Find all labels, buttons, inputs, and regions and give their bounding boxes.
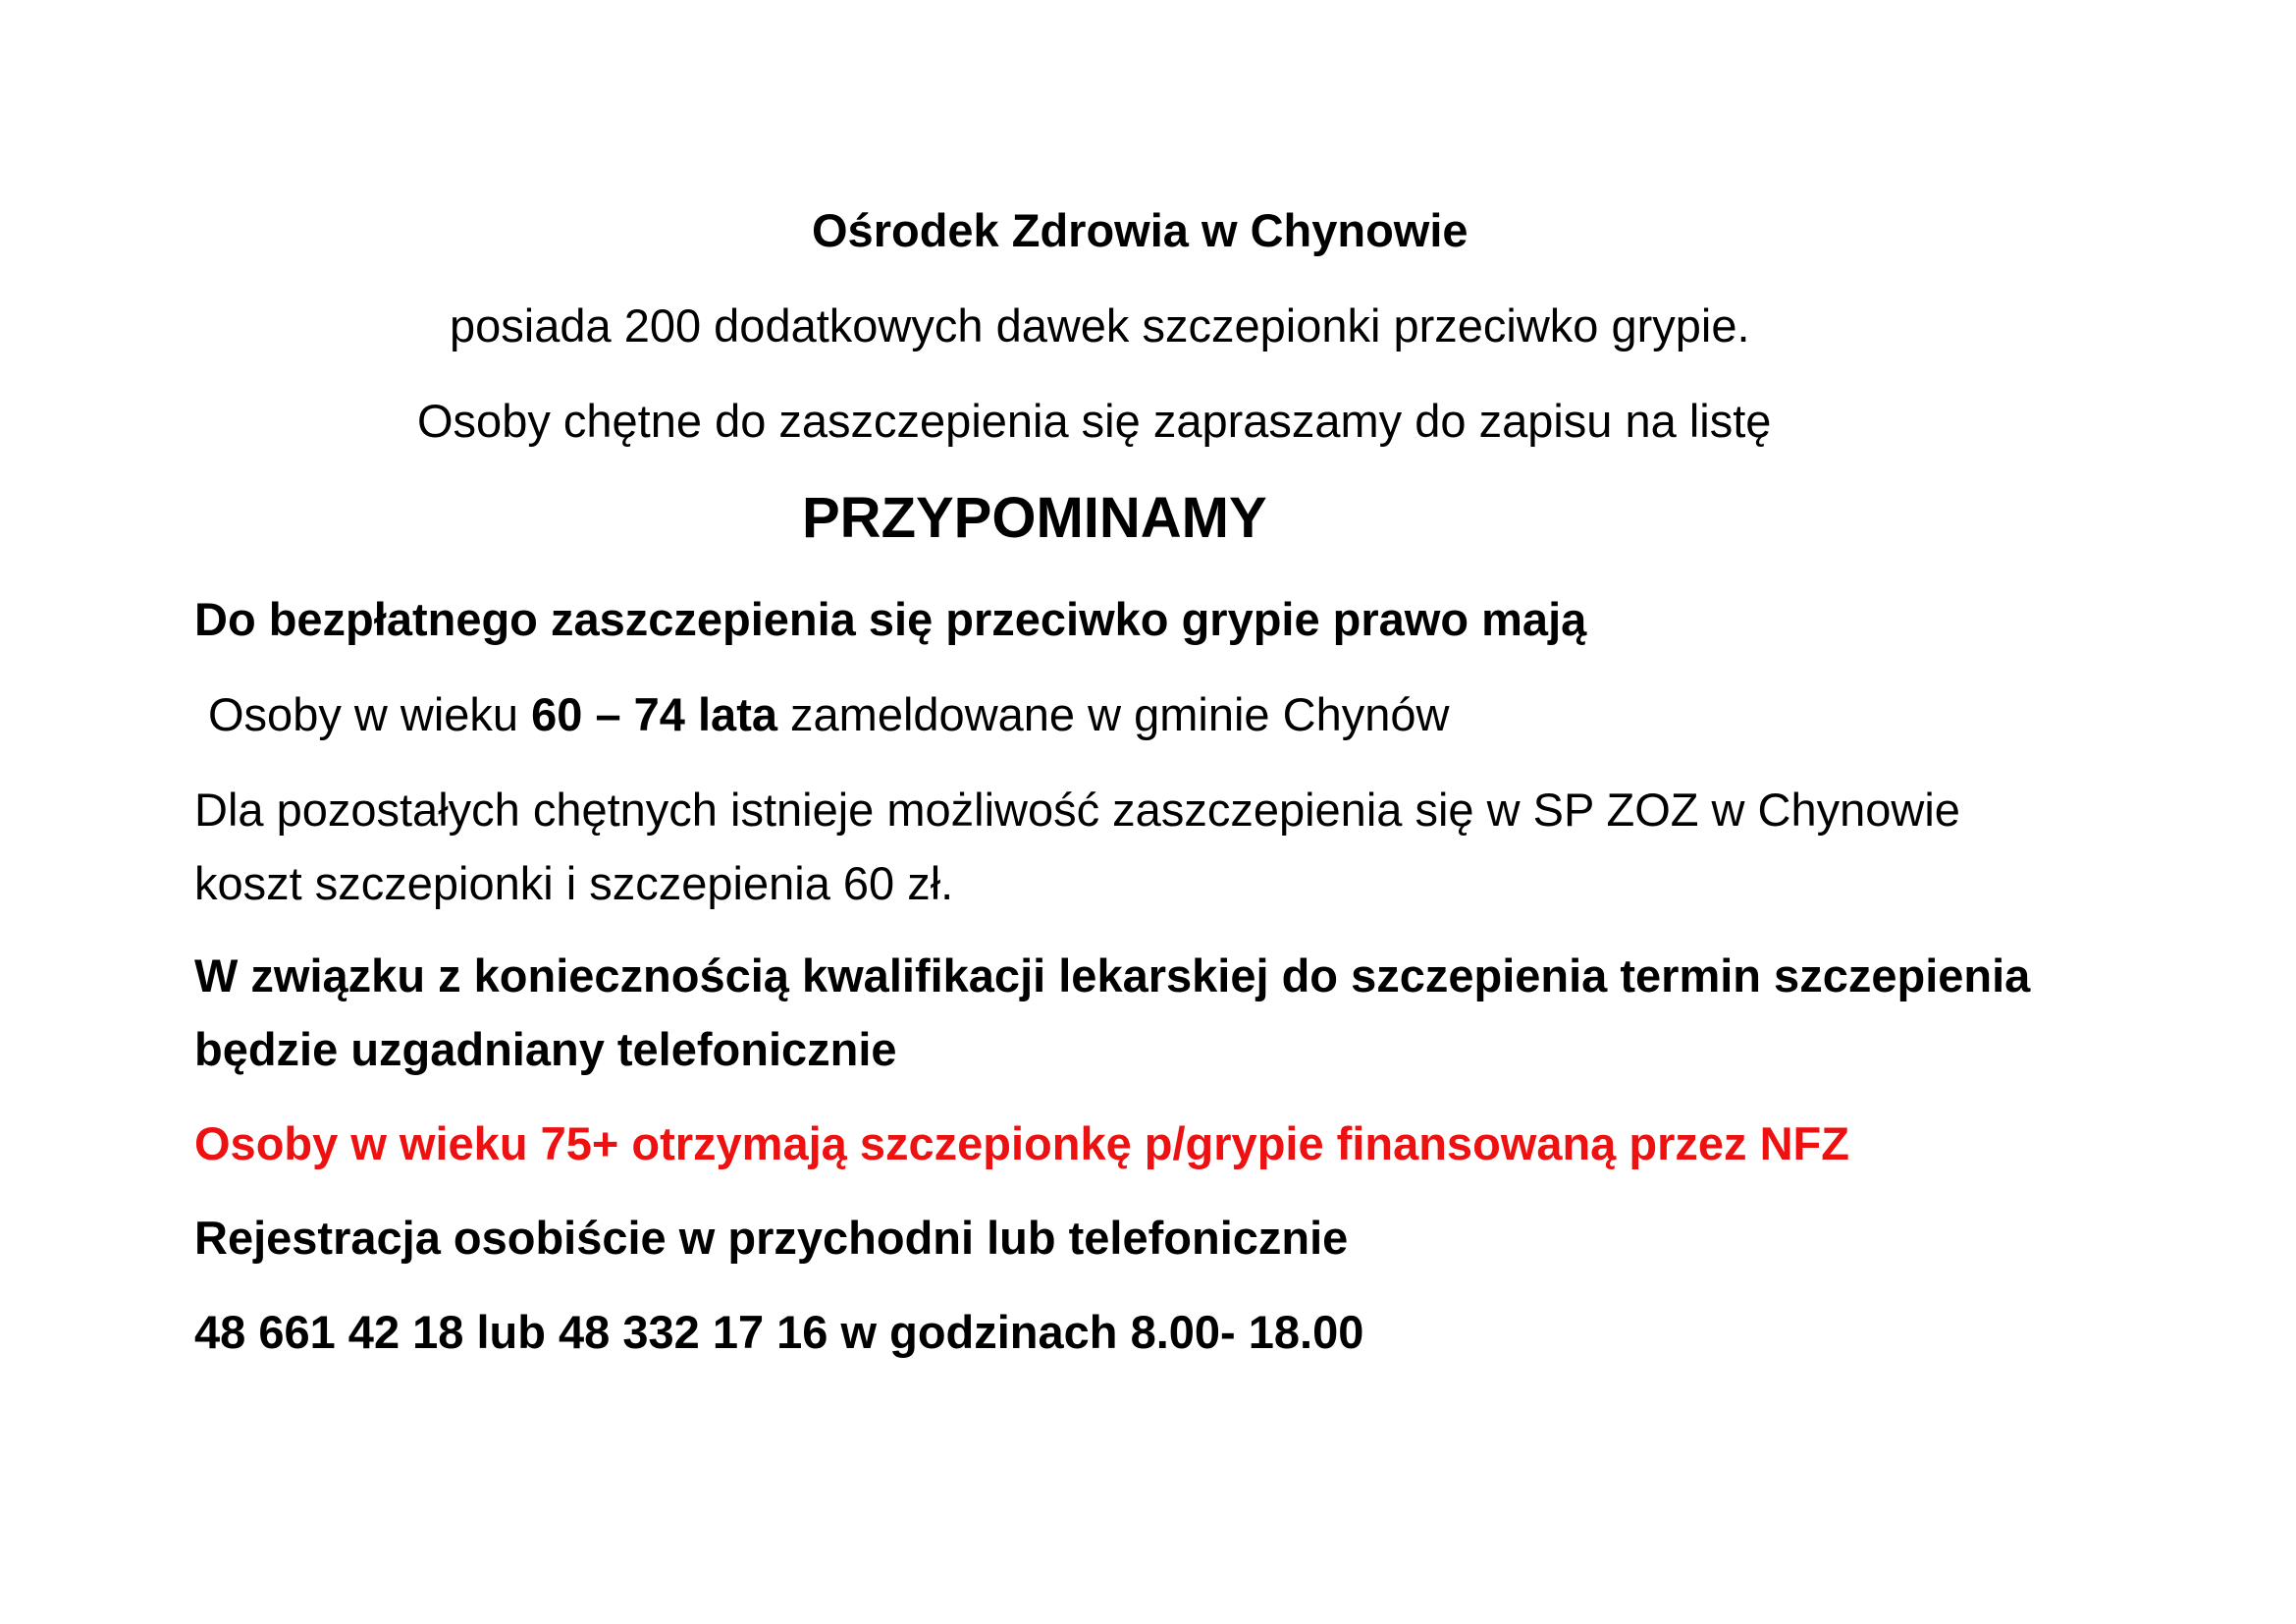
qualification-paragraph-line-2: będzie uzgadniany telefonicznie <box>194 1023 897 1075</box>
age-eligibility-paragraph <box>208 685 1449 744</box>
age-suffix-text: zameldowane w gminie Chynów <box>776 688 1450 740</box>
doses-paragraph: posiada 200 dodatkowych dawek szczepionki przeciwko grypie. <box>450 299 1750 352</box>
qualification-paragraph-line-1: W związku z koniecznością kwalifikacji lekarskiej do szczepienia termin szczepienia <box>194 949 2031 1001</box>
phone-numbers-paragraph: 48 661 42 18 lub 48 332 17 16 w godzinach 8.00- 18.00 <box>194 1306 1364 1358</box>
invite-paragraph: Osoby chętne do zaszczepienia się zapraszamy do zapisu na listę <box>417 395 1772 447</box>
age-range-text: 60 – 74 lata <box>531 688 777 740</box>
others-paragraph-line-2: koszt szczepionki i szczepienia 60 zł. <box>194 857 954 909</box>
others-paragraph-line-1: Dla pozostałych chętnych istnieje możliwość zaszczepienia się w SP ZOZ w Chynowie <box>194 784 1960 836</box>
registration-paragraph: Rejestracja osobiście w przychodni lub telefonicznie <box>194 1212 1349 1264</box>
nfz-notice: Osoby w wieku 75+ otrzymają szczepionkę p/grypie finansowaną przez NFZ <box>194 1117 1849 1169</box>
document-title: Ośrodek Zdrowia w Chynowie <box>812 204 1468 256</box>
age-prefix-text: Osoby w wieku <box>208 688 532 740</box>
reminder-heading: PRZYPOMINAMY <box>802 486 1267 550</box>
eligible-heading: Do bezpłatnego zaszczepienia się przeciwko grypie prawo mają <box>194 593 1587 645</box>
